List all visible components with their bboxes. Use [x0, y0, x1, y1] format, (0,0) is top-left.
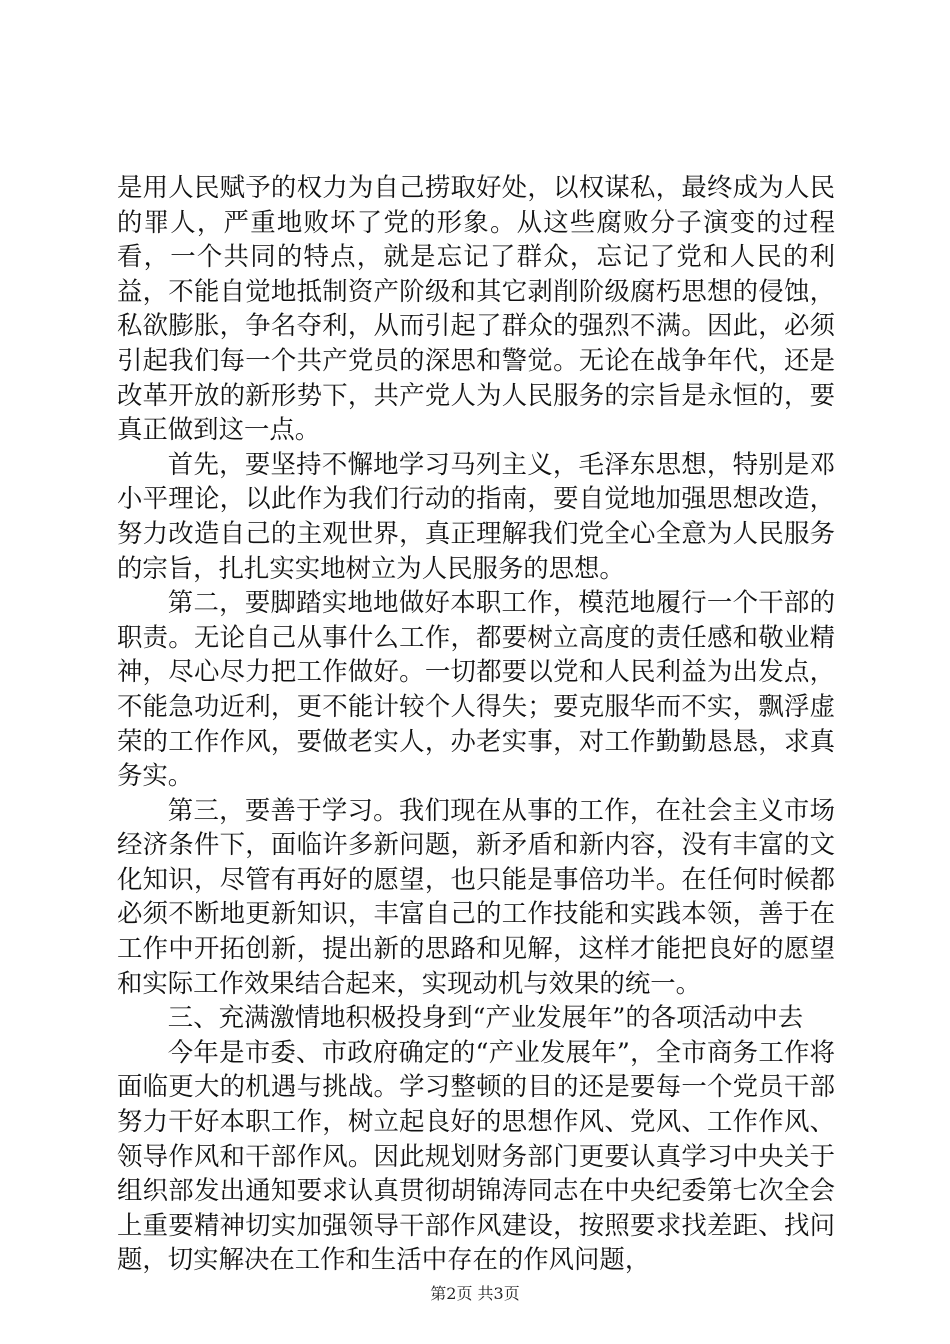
paragraph-third-point: 第三，要善于学习。我们现在从事的工作，在社会主义市场经济条件下，面临许多新问题，新矛盾和新内容，没有丰富的文化知识，尽管有再好的愿望，也只能是事倍功半。在任何时候都必须不断地更新知识，丰富自己的工作技能和实践本领，善于在工作中开拓创新，提出新的思路和见解，这样才能把良好的愿望和实际工作效果结合起来，实现动机与效果的统一。 [117, 794, 835, 998]
paragraph-continuation: 是用人民赋予的权力为自己捞取好处，以权谋私，最终成为人民的罪人，严重地败坏了党的形象。从这些腐败分子演变的过程看，一个共同的特点，就是忘记了群众，忘记了党和人民的利益，不能自觉地抵制资产阶级和其它剥削阶级腐朽思想的侵蚀，私欲膨胀，争名夺利，从而引起了群众的强烈不满。因此，必须引起我们每一个共产党员的深思和警觉。无论在战争年代，还是改革开放的新形势下，共产党人为人民服务的宗旨是永恒的，要真正做到这一点。 [117, 172, 835, 445]
paragraph-first-point: 首先，要坚持不懈地学习马列主义，毛泽东思想，特别是邓小平理论，以此作为我们行动的指南，要自觉地加强思想改造，努力改造自己的主观世界，真正理解我们党全心全意为人民服务的宗旨，扎扎实实地树立为人民服务的思想。 [117, 448, 835, 583]
document-body [117, 170, 835, 1277]
paragraph-industry-year: 今年是市委、市政府确定的“产业发展年”，全市商务工作将面临更大的机遇与挑战。学习整顿的目的还是要每一个党员干部努力干好本职工作，树立起良好的思想作风、党风、工作作风、领导作风和干部作风。因此规划财务部门更要认真学习中央关于组织部发出通知要求认真贯彻胡锦涛同志在中央纪委第七次全会上重要精神切实加强领导干部作风建设，按照要求找差距、找问题，切实解决在工作和生活中存在的作风问题， [117, 1036, 835, 1275]
section-heading-three: 三、充满激情地积极投身到“产业发展年”的各项活动中去 [167, 1002, 804, 1033]
page-number-footer: 第2页 共3页 [430, 1284, 520, 1303]
paragraph-second-point: 第二，要脚踏实地地做好本职工作，模范地履行一个干部的职责。无论自己从事什么工作，都要树立高度的责任感和敬业精神，尽心尽力把工作做好。一切都要以党和人民利益为出发点，不能急功近利，更不能计较个人得失；要克服华而不实，飘浮虚荣的工作作风，要做老实人，办老实事，对工作勤勤恳恳，求真务实。 [117, 587, 835, 791]
